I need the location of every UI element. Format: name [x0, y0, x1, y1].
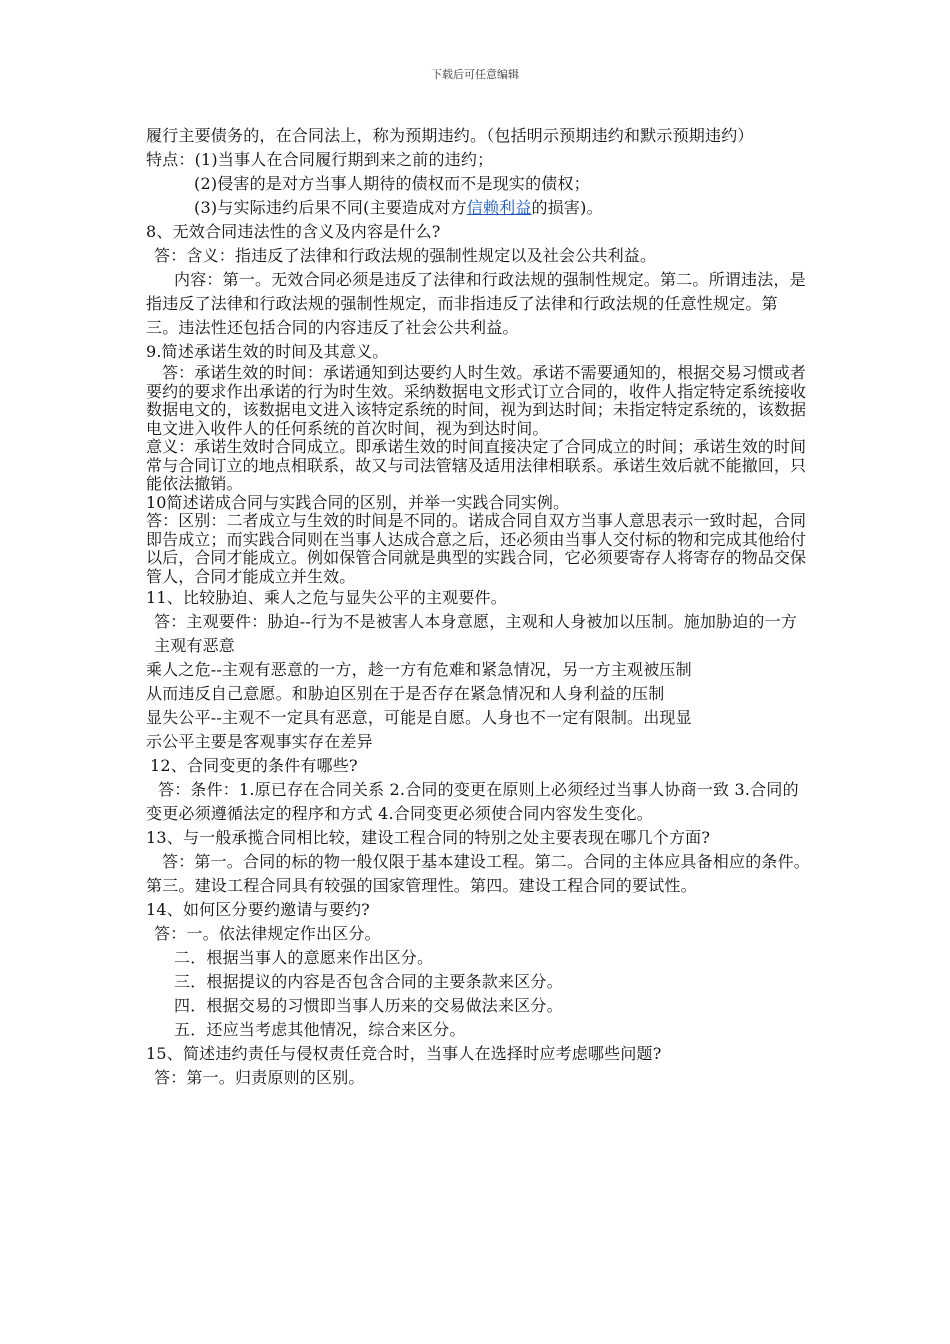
answer-8-meaning: 答：含义：指违反了法律和行政法规的强制性规定以及社会公共利益。 — [154, 246, 657, 265]
feature-item-1: 特点：(1)当事人在合同履行期到来之前的违约； — [146, 150, 494, 169]
answer-14-item-4: 四．根据交易的习惯即当事人历来的交易做法来区分。 — [174, 996, 563, 1015]
question-9: 9.简述承诺生效的时间及其意义。 — [146, 342, 389, 361]
answer-11-unfairness-a: 显失公平--主观不一定具有恶意，可能是自愿。人身也不一定有限制。出现显 — [146, 708, 692, 727]
question-12: 12、合同变更的条件有哪些? — [150, 756, 358, 775]
answer-14-item-3: 三．根据提议的内容是否包含合同的主要条款来区分。 — [174, 972, 563, 991]
question-11: 11、比较胁迫、乘人之危与显失公平的主观要件。 — [146, 588, 507, 607]
question-15: 15、简述违约责任与侵权责任竞合时，当事人在选择时应考虑哪些问题? — [146, 1044, 662, 1063]
answer-13: 答：第一。合同的标的物一般仅限于基本建设工程。第二。合同的主体应具备相应的条件。第三。建设工程合同具有较强的国家管理性。第四。建设工程合同的要试性。 — [146, 852, 811, 895]
page-header: 下载后可任意编辑 — [431, 68, 519, 81]
feature-item-3-tail: 的损害)。 — [531, 198, 603, 217]
paragraph-anticipatory-breach: 履行主要债务的，在合同法上，称为预期违约。（包括明示预期违约和默示预期违约） — [146, 126, 754, 145]
answer-11-exploitation-b: 从而违反自己意愿。和胁迫区别在于是否存在紧急情况和人身利益的压制 — [146, 684, 665, 703]
answer-10: 答：区别：二者成立与生效的时间是不同的。诺成合同自双方当事人意思表示一致时起，合同即告成立；而实践合同则在当事人达成合意之后，还必须由当事人交付标的物和完成其他给付以后，合同才能成立。例如保管合同就是典型的实践合同，它必须要寄存人将寄存的物品交保管人，合同才能成立并生效。 — [146, 511, 807, 586]
answer-11-coercion: 答：主观要件：胁迫--行为不是被害人本身意愿，主观和人身被加以压制。施加胁迫的一方主观有恶意 — [154, 612, 798, 655]
question-13: 13、与一般承揽合同相比较，建设工程合同的特别之处主要表现在哪几个方面? — [146, 828, 711, 847]
document-body — [146, 124, 810, 1090]
feature-item-3-text: (3)与实际违约后果不同(主要造成对方 — [194, 198, 467, 217]
question-14: 14、如何区分要约邀请与要约? — [146, 900, 370, 919]
answer-12: 答：条件：1.原已存在合同关系 2.合同的变更在原则上必须经过当事人协商一致 3.合同的变更必须遵循法定的程序和方式 4.合同变更必须使合同内容发生变化。 — [146, 780, 799, 823]
question-10: 10简述诺成合同与实践合同的区别，并举一实践合同实例。 — [146, 492, 570, 512]
answer-11-exploitation-a: 乘人之危--主观有恶意的一方，趁一方有危难和紧急情况，另一方主观被压制 — [146, 660, 692, 679]
answer-11-unfairness-b: 示公平主要是客观事实存在差异 — [146, 732, 373, 751]
answer-14-item-5: 五．还应当考虑其他情况，综合来区分。 — [174, 1020, 466, 1039]
answer-9-time: 答：承诺生效的时间：承诺通知到达要约人时生效。承诺不需要通知的，根据交易习惯或者要约的要求作出承诺的行为时生效。采纳数据电文形式订立合同的，收件人指定特定系统接收数据电文的，该数据电文进入该特定系统的时间，视为到达时间；未指定特定系统的，该数据电文进入收件人的任何系统的首次时间，视为到达时间。 — [146, 363, 807, 438]
feature-item-3 — [146, 196, 810, 220]
reliance-interest-link[interactable]: 信赖利益 — [466, 198, 532, 217]
answer-15: 答：第一。归责原则的区别。 — [154, 1068, 365, 1087]
answer-9-meaning: 意义：承诺生效时合同成立。即承诺生效的时间直接决定了合同成立的时间；承诺生效的时间常与合同订立的地点相联系，故又与司法管辖及适用法律相联系。承诺生效后就不能撤回，只能依法撤销。 — [146, 437, 807, 493]
answer-8-content: 内容：第一。无效合同必须是违反了法律和行政法规的强制性规定。第二。所谓违法，是指违反了法律和行政法规的强制性规定，而非指违反了法律和行政法规的任意性规定。第三。违法性还包括合同的内容违反了社会公共利益。 — [146, 270, 806, 337]
answer-14-item-2: 二．根据当事人的意愿来作出区分。 — [174, 948, 434, 967]
feature-item-2: (2)侵害的是对方当事人期待的债权而不是现实的债权； — [194, 174, 590, 193]
question-8: 8、无效合同违法性的含义及内容是什么? — [146, 222, 441, 241]
answer-14-item-1: 答：一。依法律规定作出区分。 — [154, 924, 381, 943]
